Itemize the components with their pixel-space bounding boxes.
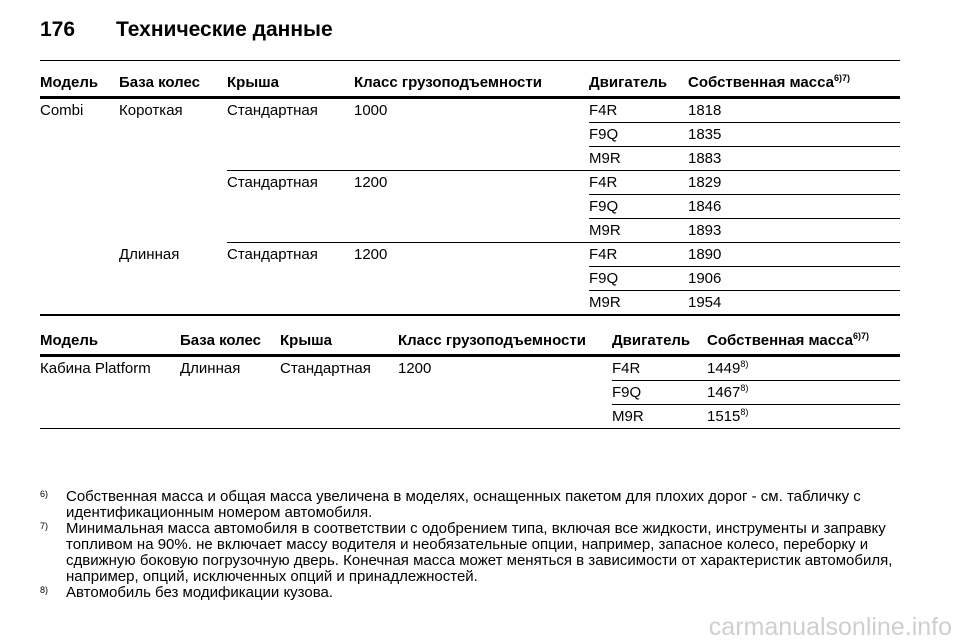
mass-cell: 1954 (688, 291, 900, 316)
engine-cell: F4R (589, 98, 688, 123)
table-row (40, 243, 900, 267)
page-header (40, 18, 900, 46)
mass-cell: 1846 (688, 195, 900, 219)
roof-cell: Стандартная (280, 356, 398, 429)
mass-cell: 1449$^{8)}$ (707, 356, 900, 381)
engine-cell: M9R (589, 147, 688, 171)
wheelbase-cell: Короткая (119, 102, 183, 119)
footnote (40, 521, 902, 585)
watermark: carmanualsonline.info (708, 613, 952, 641)
engine-cell: F4R (612, 356, 707, 381)
payload-cell: 1200 (354, 243, 589, 316)
payload-cell: 1000 (354, 98, 589, 171)
col-header-engine: Двигатель (589, 68, 688, 98)
mass-cell: 1515$^{8)}$ (707, 405, 900, 429)
col-header-model: Модель (40, 326, 180, 356)
wheelbase-cell: Длинная (119, 243, 227, 316)
footnote (40, 489, 902, 521)
payload-cell: 1200 (398, 356, 612, 429)
page-number: 176 (40, 18, 76, 41)
mass-cell: 1467$^{8)}$ (707, 381, 900, 405)
spec-table-platform (40, 326, 900, 429)
engine-cell: F9Q (589, 267, 688, 291)
engine-cell: F9Q (589, 195, 688, 219)
footnote-text: Автомобиль без модификации кузова. (66, 584, 334, 601)
roof-cell: Стандартная (227, 171, 354, 243)
engine-cell: M9R (589, 219, 688, 243)
model-cell: Combi (40, 98, 119, 316)
footnote-ref: 6)7) (852, 330, 869, 341)
header-divider (40, 60, 900, 61)
page-title: Технические данные (116, 18, 333, 41)
mass-cell: 1829 (688, 171, 900, 195)
footnote (40, 585, 902, 601)
mass-cell: 1890 (688, 243, 900, 267)
footnote-ref: 6)7) (833, 72, 850, 83)
col-header-roof: Крыша (227, 68, 354, 98)
table-row (40, 98, 900, 123)
roof-cell: Стандартная (227, 98, 354, 171)
mass-cell: 1906 (688, 267, 900, 291)
engine-cell: M9R (612, 405, 707, 429)
mass-cell: 1893 (688, 219, 900, 243)
payload-cell: 1200 (354, 171, 589, 243)
col-header-model: Модель (40, 68, 119, 98)
footnote-mark: 8) (40, 585, 49, 595)
footnote-ref: 8) (740, 383, 749, 393)
footnote-ref: 8) (740, 407, 749, 417)
col-header-roof: Крыша (280, 326, 398, 356)
engine-cell: F9Q (612, 381, 707, 405)
table-row (40, 356, 900, 381)
col-header-mass: Собственная масса$^{6)7)}$ (707, 326, 900, 356)
wheelbase-cell: Длинная (180, 356, 280, 429)
spec-table-combi (40, 68, 900, 316)
engine-cell: F4R (589, 243, 688, 267)
footnote-text: Минимальная масса автомобиля в соответствии с одобрением типа, включая все жидкости, инструменты и заправку топливом на 90%. не включает массу водителя и необязательные опции, например, запасное колесо, переборку и сдвижную боковую погрузочную дверь. Конечная масса может меняться в зависимости от характеристик автомобиля, например, опций, исключенных опций и принадлежностей. (66, 520, 893, 585)
col-header-engine: Двигатель (612, 326, 707, 356)
col-header-payload: Класс грузоподъемности (398, 326, 612, 356)
col-header-payload: Класс грузоподъемности (354, 68, 589, 98)
footnote-mark: 6) (40, 489, 49, 499)
col-header-wheelbase: База колес (180, 326, 280, 356)
footnotes (40, 489, 902, 601)
footnote-text: Собственная масса и общая масса увеличена в моделях, оснащенных пакетом для плохих дорог - см. табличку с идентификационным номером автомобиля. (66, 488, 861, 521)
mass-cell: 1835 (688, 123, 900, 147)
mass-cell: 1883 (688, 147, 900, 171)
col-header-wheelbase: База колес (119, 68, 227, 98)
engine-cell: F4R (589, 171, 688, 195)
roof-cell: Стандартная (227, 243, 354, 316)
model-cell: Кабина Platform (40, 356, 180, 429)
col-header-mass: Собственная масса$^{6)7)}$ (688, 68, 900, 98)
table-header-row (40, 326, 900, 356)
footnote-mark: 7) (40, 521, 49, 531)
table-header-row (40, 68, 900, 98)
engine-cell: M9R (589, 291, 688, 316)
mass-cell: 1818 (688, 98, 900, 123)
footnote-ref: 8) (740, 359, 749, 369)
engine-cell: F9Q (589, 123, 688, 147)
